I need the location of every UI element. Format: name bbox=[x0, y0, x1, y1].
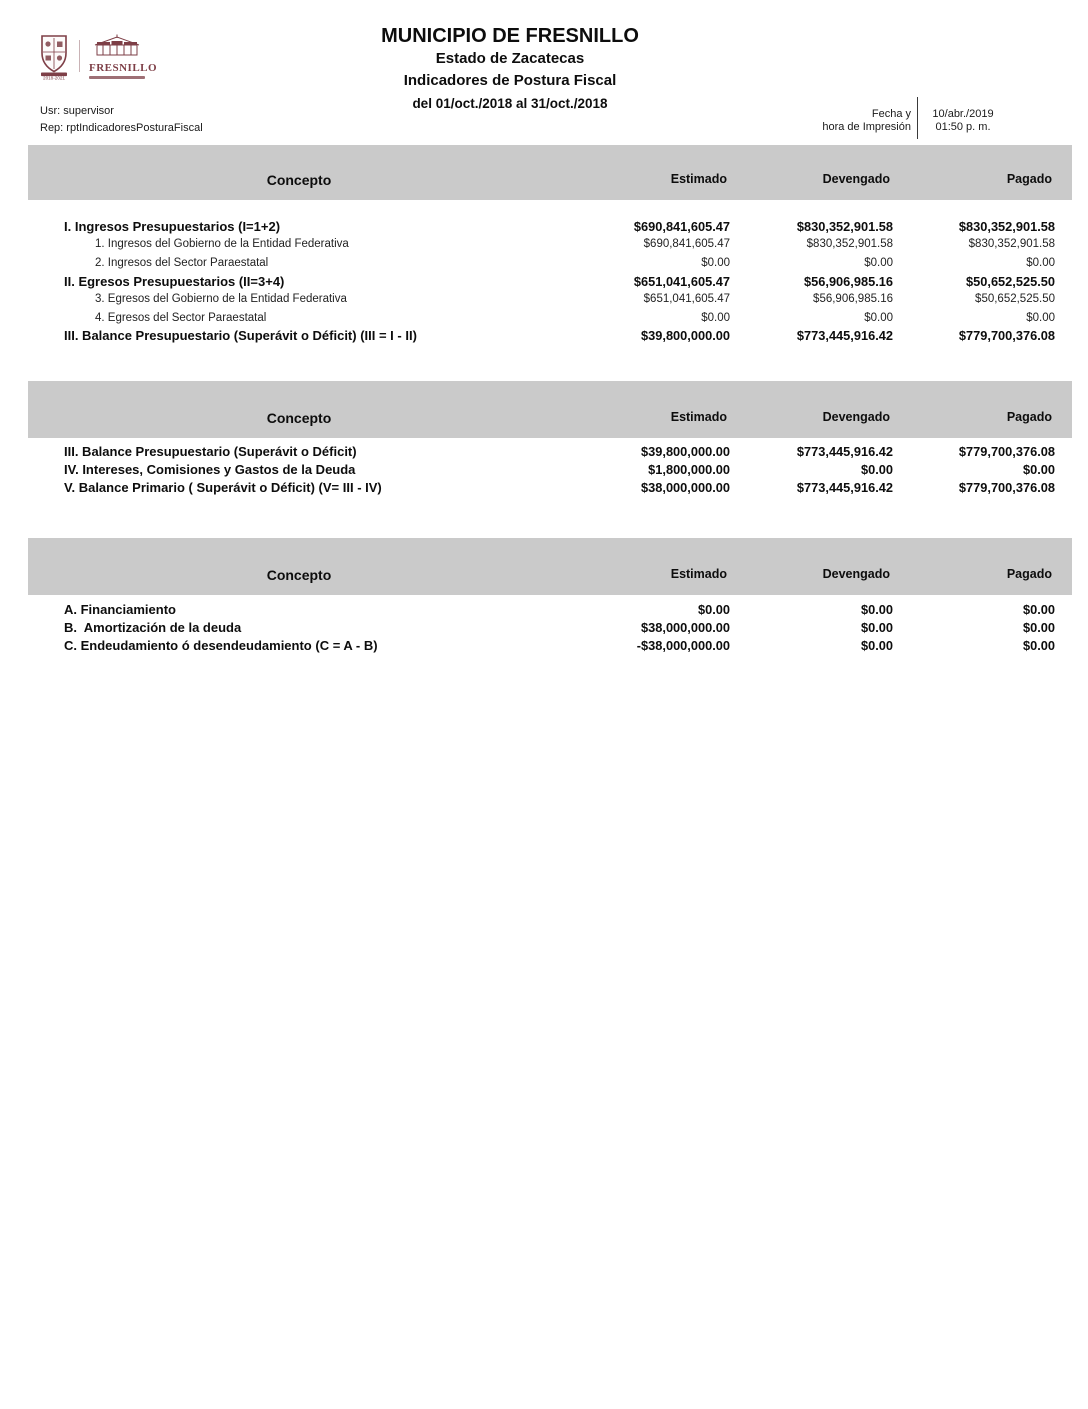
cell-estimado: $39,800,000.00 bbox=[641, 444, 730, 460]
row-label: 2. Ingresos del Sector Paraestatal bbox=[95, 256, 269, 269]
meta-block bbox=[40, 103, 203, 137]
cell-estimado: $38,000,000.00 bbox=[641, 620, 730, 636]
print-label-line2: hora de Impresión bbox=[822, 121, 911, 133]
row-label: I. Ingresos Presupuestarios (I=1+2) bbox=[64, 218, 281, 234]
cell-devengado: $773,445,916.42 bbox=[796, 444, 893, 460]
page-title: MUNICIPIO DE FRESNILLO bbox=[381, 25, 639, 47]
cell-estimado: $1,800,000.00 bbox=[648, 462, 730, 478]
cell-devengado: $0.00 bbox=[860, 462, 893, 478]
report-label: Rep: rptIndicadoresPosturaFiscal bbox=[40, 122, 203, 134]
row-endeudamiento bbox=[28, 636, 1072, 654]
row-label: C. Endeudamiento ó desendeudamiento (C = A - B) bbox=[64, 637, 378, 653]
report-subtitle: Indicadores de Postura Fiscal bbox=[403, 72, 617, 89]
cell-pagado: $779,700,376.08 bbox=[958, 328, 1055, 344]
column-header-pagado: Pagado bbox=[1006, 567, 1052, 581]
cell-estimado: $39,800,000.00 bbox=[641, 328, 730, 344]
cell-devengado: $0.00 bbox=[860, 602, 893, 618]
print-info-label bbox=[790, 103, 911, 139]
column-header-devengado: Devengado bbox=[822, 567, 890, 581]
cell-pagado: $0.00 bbox=[1022, 620, 1055, 636]
cell-pagado: $779,700,376.08 bbox=[958, 444, 1055, 460]
column-header-concepto: Concepto bbox=[266, 567, 332, 583]
row-intereses-comisiones bbox=[28, 461, 1072, 479]
column-header-pagado: Pagado bbox=[1006, 172, 1052, 186]
cell-estimado: $651,041,605.47 bbox=[643, 293, 730, 306]
row-label: A. Financiamiento bbox=[64, 602, 176, 618]
table1-rows bbox=[28, 217, 1072, 345]
cell-pagado: $830,352,901.58 bbox=[968, 238, 1055, 251]
table2-header-band bbox=[28, 381, 1072, 438]
cell-devengado: $56,906,985.16 bbox=[804, 273, 893, 289]
row-egresos-gobierno bbox=[28, 290, 1072, 308]
row-label: 1. Ingresos del Gobierno de la Entidad Federativa bbox=[95, 238, 349, 251]
column-header-estimado: Estimado bbox=[670, 567, 727, 581]
row-label: 4. Egresos del Sector Paraestatal bbox=[95, 311, 267, 324]
cell-devengado: $0.00 bbox=[864, 311, 893, 324]
fresnillo-logo-text: FRESNILLO bbox=[89, 62, 158, 74]
cell-estimado: $651,041,605.47 bbox=[633, 273, 730, 289]
user-label: Usr: supervisor bbox=[40, 105, 114, 117]
row-label: 3. Egresos del Gobierno de la Entidad Federativa bbox=[95, 293, 347, 306]
row-label: III. Balance Presupuestario (Superávit o Déficit) bbox=[64, 444, 357, 460]
print-date: 10/abr./2019 bbox=[932, 108, 994, 120]
cell-pagado: $0.00 bbox=[1022, 602, 1055, 618]
state-subtitle: Estado de Zacatecas bbox=[435, 50, 585, 67]
cell-pagado: $0.00 bbox=[1026, 256, 1055, 269]
cell-devengado: $773,445,916.42 bbox=[796, 328, 893, 344]
table2-rows bbox=[28, 443, 1072, 496]
cell-pagado: $0.00 bbox=[1022, 637, 1055, 653]
column-header-devengado: Devengado bbox=[822, 172, 890, 186]
cell-estimado: $0.00 bbox=[701, 311, 730, 324]
print-time: 01:50 p. m. bbox=[935, 121, 991, 133]
table1-header-band bbox=[28, 145, 1072, 200]
cell-pagado: $779,700,376.08 bbox=[958, 479, 1055, 495]
row-ingresos-gobierno bbox=[28, 235, 1072, 253]
row-ingresos-paraestatal bbox=[28, 254, 1072, 272]
print-info bbox=[790, 103, 1002, 139]
column-header-pagado: Pagado bbox=[1006, 410, 1052, 424]
cell-devengado: $830,352,901.58 bbox=[796, 218, 893, 234]
cell-pagado: $830,352,901.58 bbox=[958, 218, 1055, 234]
report-period: del 01/oct./2018 al 31/oct./2018 bbox=[412, 96, 608, 111]
cell-estimado: $38,000,000.00 bbox=[641, 479, 730, 495]
row-balance-primario bbox=[28, 478, 1072, 496]
row-label: IV. Intereses, Comisiones y Gastos de la Deuda bbox=[64, 462, 356, 478]
row-label: III. Balance Presupuestario (Superávit o Déficit) (III = I - II) bbox=[64, 328, 417, 344]
cell-pagado: $0.00 bbox=[1026, 311, 1055, 324]
cell-estimado: -$38,000,000.00 bbox=[636, 637, 730, 653]
row-label: II. Egresos Presupuestarios (II=3+4) bbox=[64, 273, 285, 289]
table3-rows bbox=[28, 601, 1072, 654]
print-info-divider bbox=[917, 97, 918, 139]
row-amortizacion-deuda bbox=[28, 619, 1072, 637]
cell-devengado: $0.00 bbox=[864, 256, 893, 269]
row-financiamiento bbox=[28, 601, 1072, 619]
cell-devengado: $830,352,901.58 bbox=[806, 238, 893, 251]
column-header-concepto: Concepto bbox=[266, 172, 332, 188]
column-header-devengado: Devengado bbox=[822, 410, 890, 424]
cell-devengado: $0.00 bbox=[860, 637, 893, 653]
table3-header-band bbox=[28, 538, 1072, 595]
print-label-line1: Fecha y bbox=[871, 108, 911, 120]
row-balance-presupuestario bbox=[28, 443, 1072, 461]
print-info-values bbox=[924, 103, 1002, 139]
row-egresos-presupuestarios bbox=[28, 272, 1072, 290]
row-label: B. Amortización de la deuda bbox=[64, 620, 242, 636]
row-egresos-paraestatal bbox=[28, 308, 1072, 326]
column-header-estimado: Estimado bbox=[670, 410, 727, 424]
cell-pagado: $50,652,525.50 bbox=[966, 273, 1055, 289]
cell-devengado: $56,906,985.16 bbox=[813, 293, 893, 306]
row-ingresos-presupuestarios bbox=[28, 217, 1072, 235]
column-header-concepto: Concepto bbox=[266, 410, 332, 426]
row-label: V. Balance Primario ( Superávit o Déficit) (V= III - IV) bbox=[64, 479, 382, 495]
cell-estimado: $690,841,605.47 bbox=[643, 238, 730, 251]
cell-devengado: $773,445,916.42 bbox=[796, 479, 893, 495]
shield-caption: 2018-2021 bbox=[43, 75, 65, 80]
column-header-estimado: Estimado bbox=[670, 172, 727, 186]
cell-pagado: $50,652,525.50 bbox=[975, 293, 1055, 306]
cell-pagado: $0.00 bbox=[1022, 462, 1055, 478]
cell-estimado: $0.00 bbox=[697, 602, 730, 618]
cell-estimado: $0.00 bbox=[701, 256, 730, 269]
cell-devengado: $0.00 bbox=[860, 620, 893, 636]
row-balance-presupuestario-detalle bbox=[28, 327, 1072, 345]
cell-estimado: $690,841,605.47 bbox=[633, 218, 730, 234]
